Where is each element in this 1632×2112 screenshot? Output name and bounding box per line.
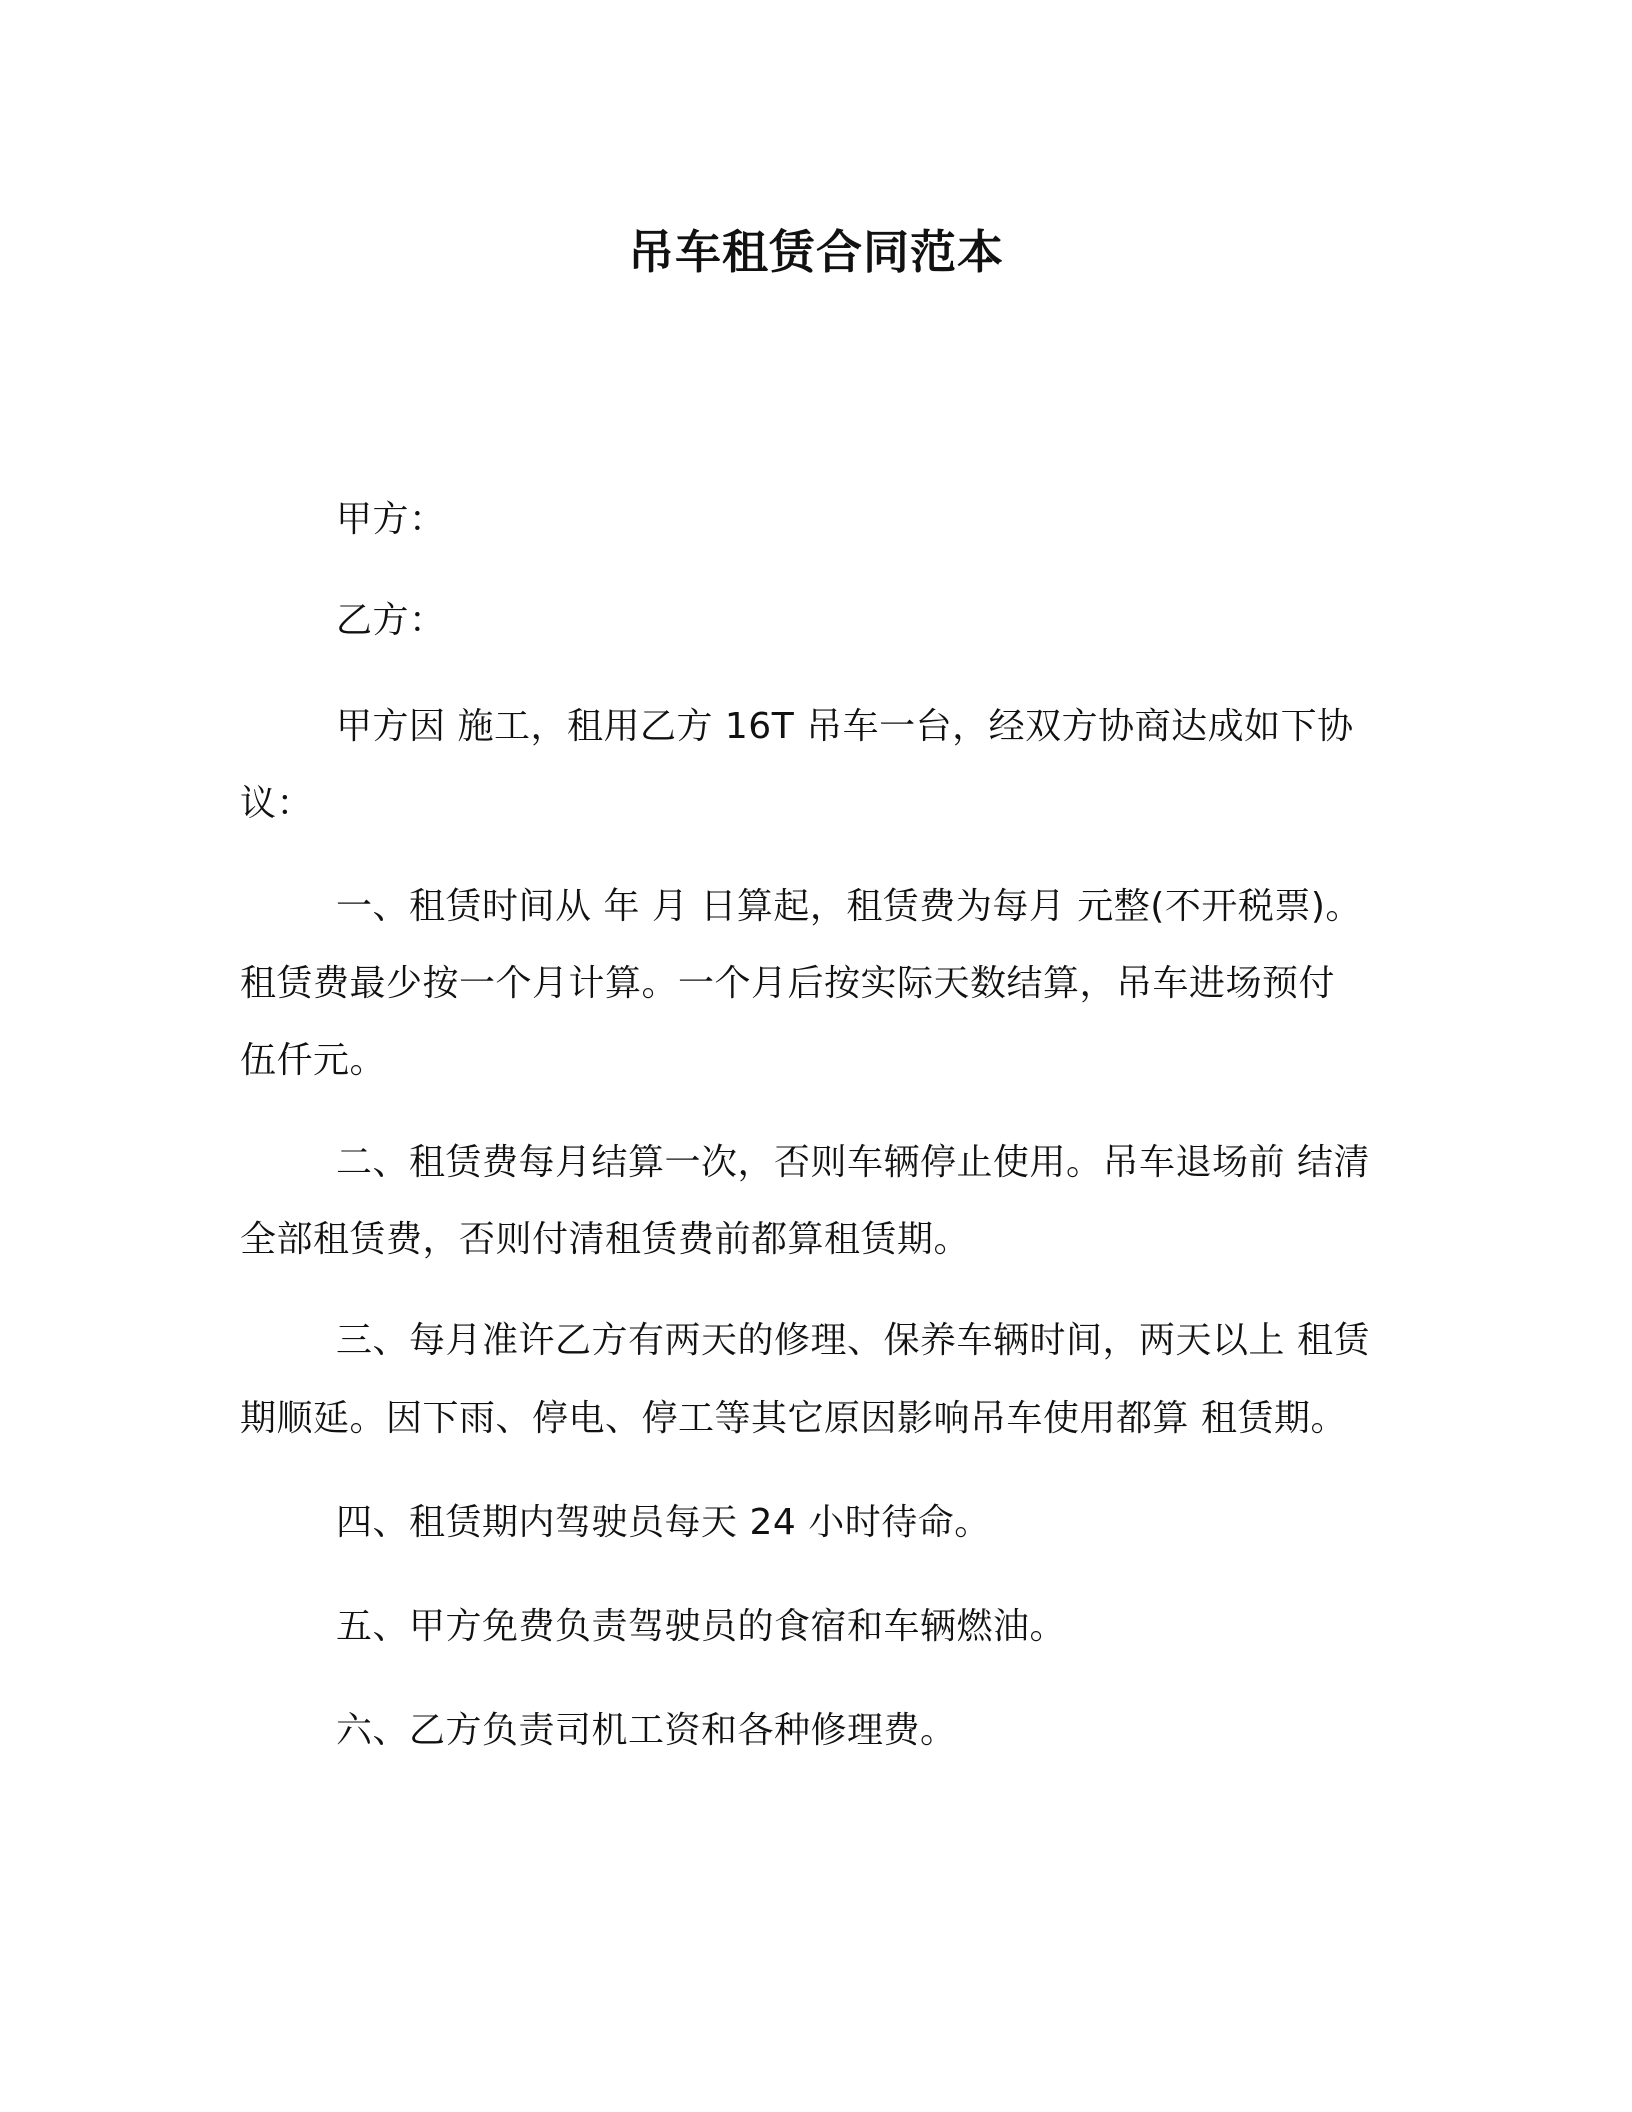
clause-1-line: 伍仟元。 (240, 1040, 387, 1081)
clause-6-line: 六、乙方负责司机工资和各种修理费。 (336, 1710, 957, 1751)
clause-4-line: 四、租赁期内驾驶员每天 24 小时待命。 (336, 1502, 991, 1543)
clause-1-line: 一、租赁时间从 年 月 日算起，租赁费为每月 元整(不开税票)。 (336, 886, 1362, 927)
intro-paragraph-line: 甲方因 施工，租用乙方 16T 吊车一台，经双方协商达成如下协 (336, 706, 1354, 747)
clause-2-line: 二、租赁费每月结算一次，否则车辆停止使用。吊车退场前 结清 (336, 1142, 1370, 1183)
clause-2-line: 全部租赁费，否则付清租赁费前都算租赁期。 (240, 1219, 971, 1260)
party-b-label: 乙方： (336, 600, 446, 641)
intro-paragraph-line: 议： (240, 783, 314, 824)
clause-1-line: 租赁费最少按一个月计算。一个月后按实际天数结算，吊车进场预付 (240, 963, 1336, 1004)
clause-3-line: 三、每月准许乙方有两天的修理、保养车辆时间，两天以上 租赁 (336, 1320, 1370, 1361)
document-title: 吊车租赁合同范本 (628, 225, 1004, 279)
party-a-label: 甲方： (336, 499, 446, 540)
clause-5-line: 五、甲方免费负责驾驶员的食宿和车辆燃油。 (336, 1606, 1067, 1647)
clause-3-line: 期顺延。因下雨、停电、停工等其它原因影响吊车使用都算 租赁期。 (240, 1398, 1347, 1439)
